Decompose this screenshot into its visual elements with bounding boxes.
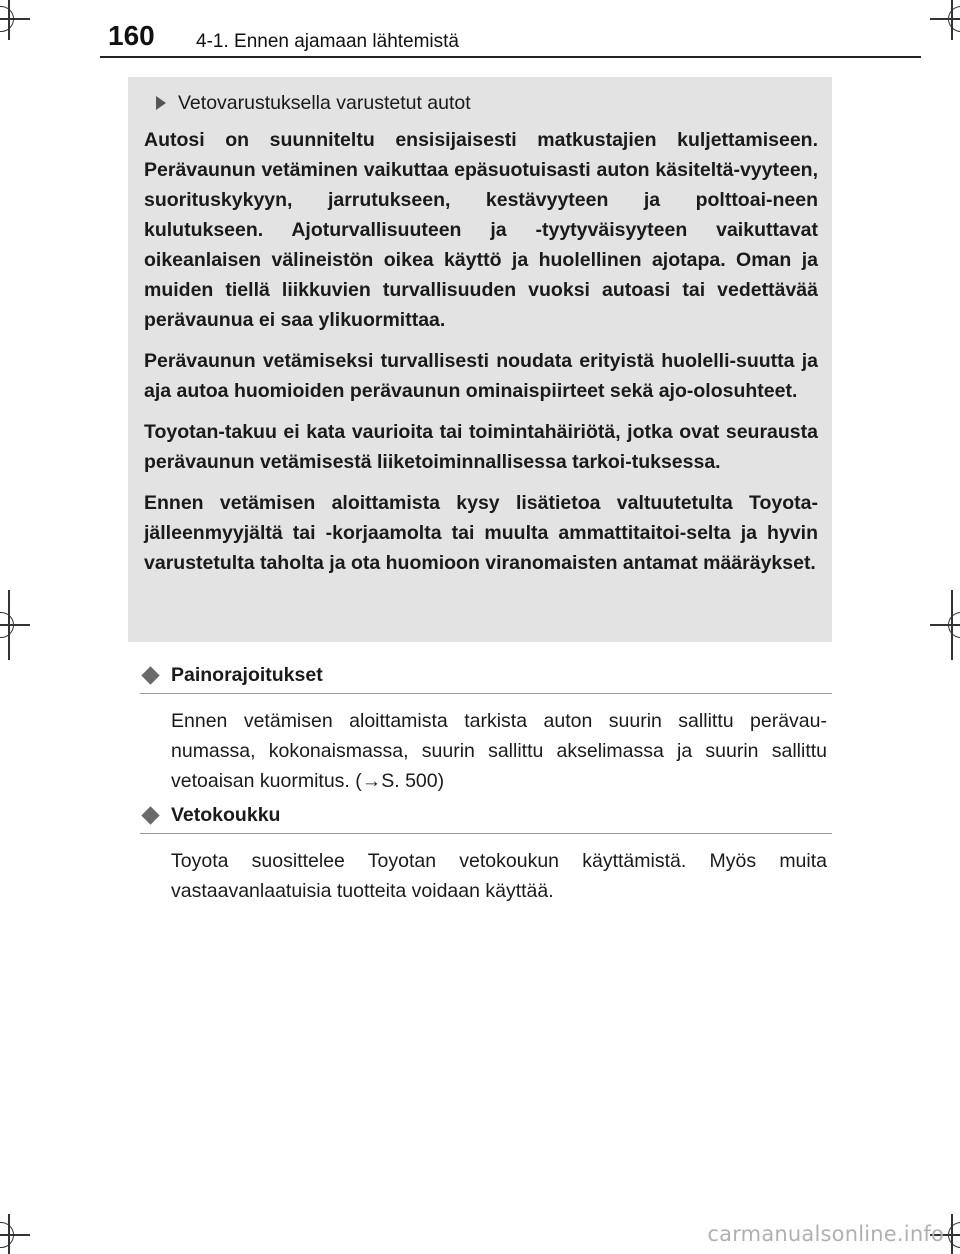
notice-paragraph: Ennen vetämisen aloittamista kysy lisätietoa valtuutetulta Toyota-jälleenmyyjältä tai -korjaamolta tai muulta ammattitaitoi-selta ja hyvin varustetulta taholta ja ota huomioon viranomaisten antamat määräykset. (144, 492, 818, 574)
section-divider (140, 693, 832, 694)
registration-mark-icon (0, 590, 40, 660)
triangle-right-icon (156, 96, 166, 110)
section-body: Ennen vetämisen aloittamista tarkista auton suurin sallittu perävau-numassa, kokonaismassa, suurin sallittu akselimassa ja suurin sallittu vetoaisan kuormitus. (→S. 500) (171, 710, 827, 792)
notice-box-heading-text: Vetovarustuksella varustetut autot (178, 91, 471, 114)
watermark: carmanualsonline.info (707, 1222, 944, 1246)
registration-mark-icon (0, 0, 40, 50)
section-weight-limits (140, 660, 832, 796)
registration-mark-icon (0, 1200, 40, 1254)
diamond-icon (141, 666, 159, 684)
section-heading (140, 800, 832, 830)
section-heading (140, 660, 832, 690)
notice-paragraph: Autosi on suunniteltu ensisijaisesti matkustajien kuljettamiseen. Perävaunun vetäminen vaikuttaa epäsuotuisasti auton käsiteltä-vyyteen, suorituskykyyn, jarrutukseen, kestävyyteen ja polttoai-neen kulutukseen. Ajoturvallisuuteen ja -tyytyväisyyteen vaikuttavat oikeanlaisen välineistön oikea käyttö ja huolellinen ajotapa. Oman ja muiden tiellä liikkuvien turvallisuuden vuoksi autoasi tai vedettävää perävaunua ei saa ylikuormittaa. (144, 129, 818, 331)
header-divider (100, 56, 921, 58)
registration-mark-icon (920, 590, 960, 660)
notice-box (128, 77, 832, 642)
section-heading-text: Vetokoukku (171, 803, 281, 826)
registration-mark-icon (920, 0, 960, 50)
notice-box-heading (156, 85, 818, 121)
notice-paragraph: Perävaunun vetämiseksi turvallisesti noudata erityistä huolelli-suutta ja aja autoa huomioiden perävaunun ominaispiirteet sekä ajo-olosuhteet. (144, 350, 818, 402)
notice-paragraph: Toyotan-takuu ei kata vaurioita tai toimintahäiriötä, jotka ovat seurausta perävaunun vetämisestä liiketoiminnallisessa tarkoi-tuksessa. (144, 421, 818, 473)
section-tow-hitch (140, 800, 832, 906)
section-divider (140, 833, 832, 834)
diamond-icon (141, 806, 159, 824)
section-body: Toyota suosittelee Toyotan vetokoukun käyttämistä. Myös muita vastaavanlaatuisia tuotteita voidaan käyttää. (171, 850, 827, 902)
page-number: 160 (108, 20, 155, 51)
chapter-title: 4-1. Ennen ajamaan lähtemistä (196, 31, 459, 52)
section-heading-text: Painorajoitukset (171, 663, 323, 686)
